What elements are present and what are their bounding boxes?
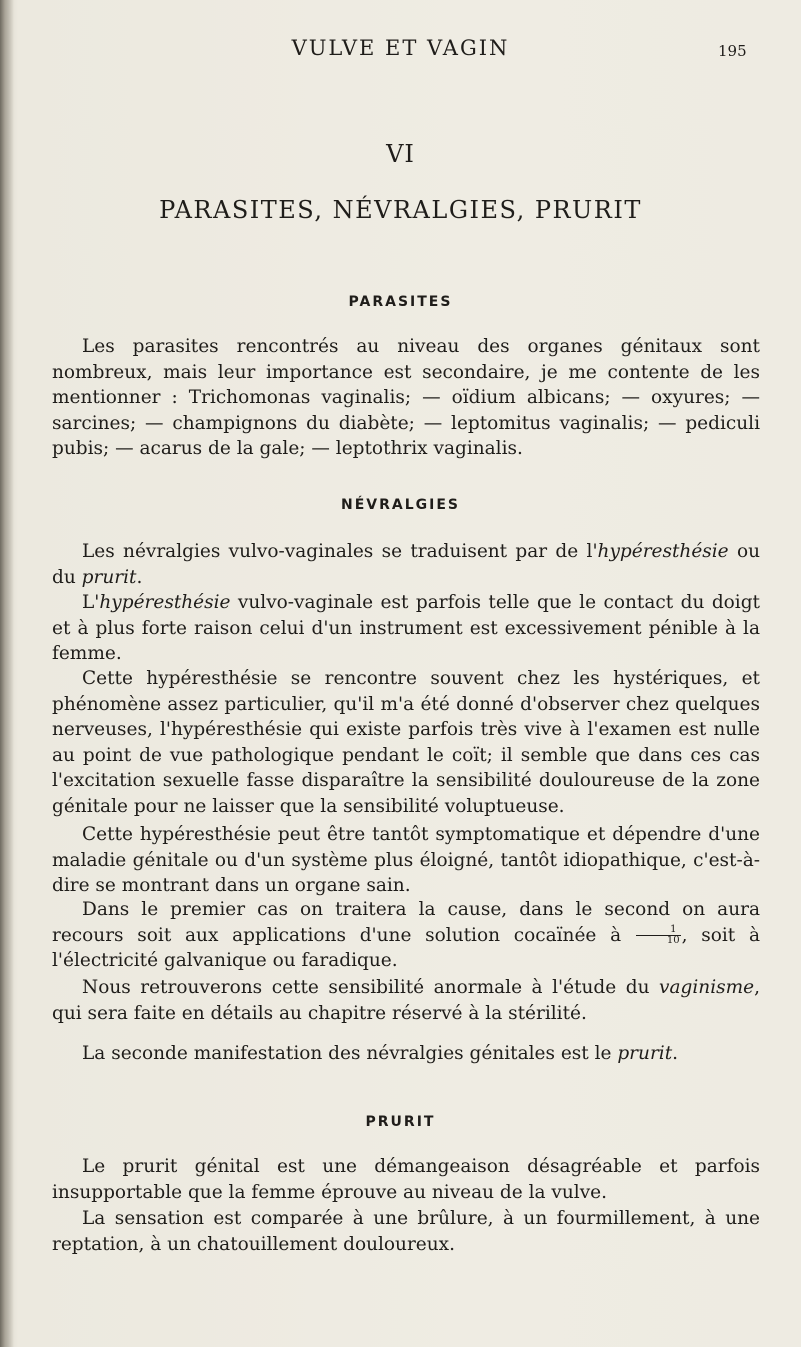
italic-term: prurit xyxy=(81,566,137,588)
fraction xyxy=(636,925,681,946)
italic-term: prurit xyxy=(617,1043,673,1064)
paragraph-hyperesthesie-definition xyxy=(52,590,760,667)
paragraph-parasites-list: Les parasites rencontrés au niveau des organes génitaux sont nombreux, mais leur importance est secondaire, je me contente de les mentionner : Trichomonas vaginalis; — oïdium albicans; — oxyures; — sarcines; — champignons du diabète; — leptomitus vaginalis; — pediculi pubis; — acarus de la gale; — leptothrix vaginalis. xyxy=(52,336,760,459)
text-run: L' xyxy=(82,592,100,613)
fraction-denominator: 10 xyxy=(666,935,680,946)
text-run: . xyxy=(136,566,143,588)
paragraph-prurit-sensation: La sensation est comparée à une brûlure, à un fourmillement, à une reptation, à un chatouillement douloureux. xyxy=(52,1208,760,1255)
paragraph-nevralgies-intro xyxy=(52,539,760,590)
section-heading-parasites: PARASITES xyxy=(348,294,453,310)
running-head: VULVE ET VAGIN xyxy=(291,36,510,60)
page-number: 195 xyxy=(718,42,747,60)
text-run: Nous retrouverons cette sensibilité anormale à l'étude du xyxy=(82,977,660,998)
paragraph-hyperesthesie-types: Cette hypéresthésie peut être tantôt symptomatique et dépendre d'une maladie génitale ou d'un système plus éloigné, tantôt idiopathique, c'est-à-dire se montrant dans un organe sain. xyxy=(52,824,760,896)
text-run: vulvo-vaginale est parfois telle que le contact du doigt et à plus forte raison celui d'un instrument est excessivement pénible à la femme. xyxy=(52,592,760,664)
section-heading-nevralgies: NÉVRALGIES xyxy=(341,497,460,513)
chapter-number: VI xyxy=(386,140,415,168)
text-run: , soit à l'électricité galvanique ou faradique. xyxy=(52,924,760,971)
paragraph-traitement xyxy=(52,897,760,974)
paragraph-hyperesthesie-hysteriques: Cette hypéresthésie se rencontre souvent chez les hystériques, et phénomène assez particulier, qu'il m'a été donné d'observer chez quelques nerveuses, l'hypéresthésie qui existe parfois très vive à l'examen est nulle au point de vue pathologique pendant le coït; il semble que dans ces cas l'excitation sexuelle fasse disparaître la sensibilité douloureuse de la zone génitale pour ne laisser que la sensibilité voluptueuse. xyxy=(52,668,760,817)
paragraph-vaginisme xyxy=(52,975,760,1026)
text-run: , qui sera faite en détails au chapitre réservé à la stérilité. xyxy=(52,977,760,1024)
paragraph-seconde-manifestation xyxy=(52,1041,760,1067)
text-run: ou du xyxy=(52,541,760,588)
italic-term: hypéresthésie xyxy=(597,541,729,562)
chapter-title: PARASITES, NÉVRALGIES, PRURIT xyxy=(159,196,642,224)
text-run: Les névralgies vulvo-vaginales se traduisent par de l' xyxy=(82,541,598,562)
italic-term: vaginisme xyxy=(659,977,755,998)
text-run: . xyxy=(672,1043,679,1064)
italic-term: hypéresthésie xyxy=(99,592,231,613)
text-run: La seconde manifestation des névralgies génitales est le xyxy=(82,1043,618,1064)
paragraph-prurit-definition: Le prurit génital est une démangeaison désagréable et parfois insupportable que la femme éprouve au niveau de la vulve. xyxy=(52,1156,760,1203)
text-run: Dans le premier cas on traitera la cause, dans le second on aura recours soit aux applications d'une solution cocaïnée à xyxy=(52,899,760,946)
section-heading-prurit: PRURIT xyxy=(365,1114,436,1130)
fraction-numerator: 1 xyxy=(636,925,681,936)
